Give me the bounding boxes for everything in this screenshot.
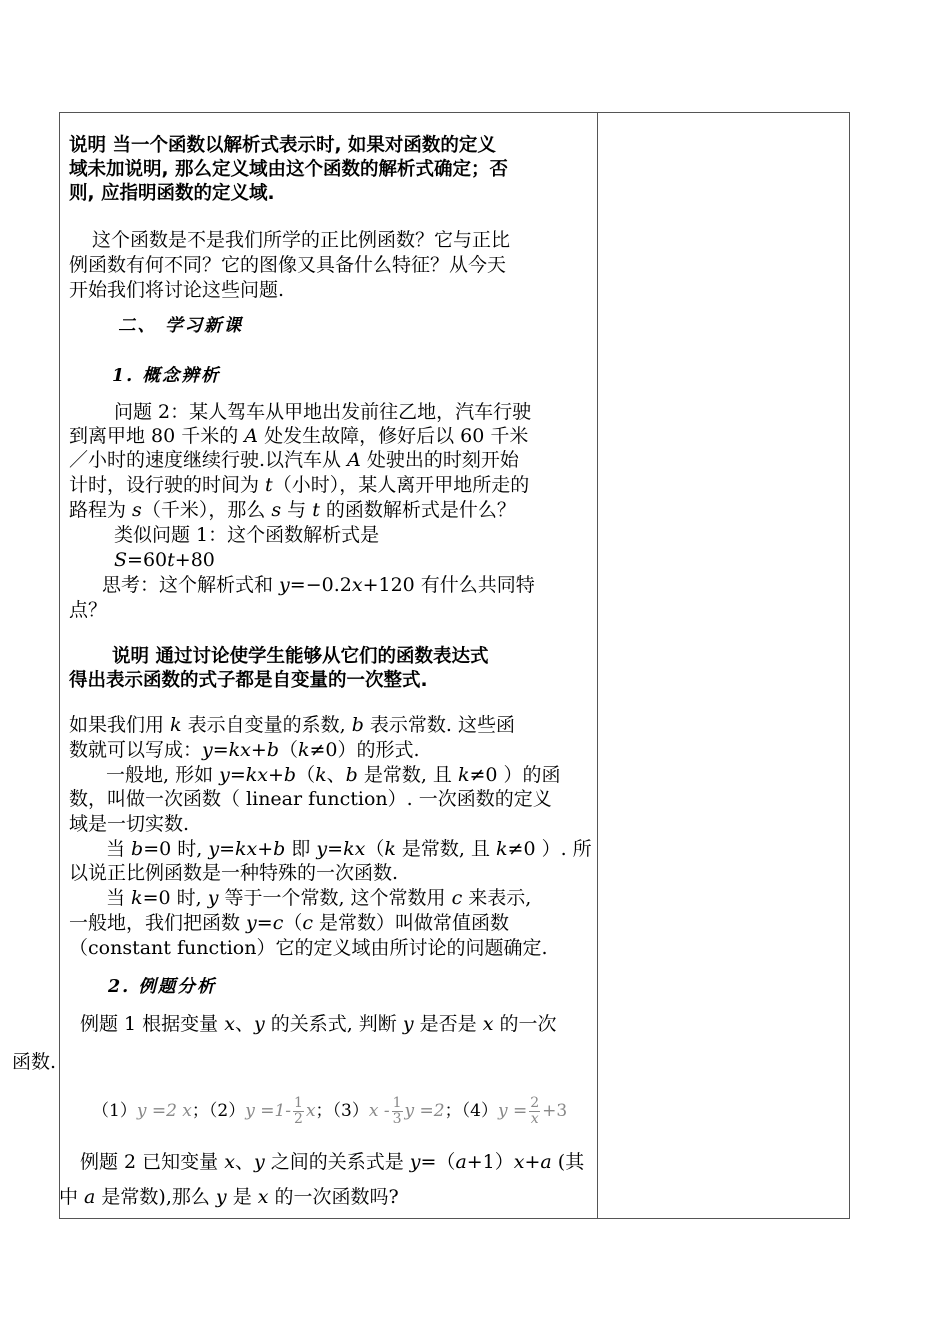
similar-formula: S=60t+80 — [114, 549, 215, 571]
note1-line1: 说明 当一个函数以解析式表示时, 如果对函数的定义 — [69, 135, 496, 156]
intro-line3: 开始我们将讨论这些问题. — [69, 279, 285, 301]
example2-line1: 例题 2 已知变量 x、y 之间的关系式是 y=（a+1）x+a (其 — [80, 1151, 585, 1173]
subheading-concept: 1. 概念辨析 — [112, 366, 221, 386]
general-p2-line1: 一般地, 形如 y=kx+b（k、b 是常数, 且 k≠0 ）的函 — [106, 764, 561, 786]
subheading-examples: 2. 例题分析 — [108, 977, 217, 997]
general-p1-line2: 数就可以写成：y=kx+b（k≠0）的形式. — [69, 739, 420, 761]
general-p4-line3: （constant function）它的定义域由所讨论的问题确定. — [69, 937, 548, 959]
example1-line1: 例题 1 根据变量 x、y 的关系式, 判断 y 是否是 x 的一次 — [80, 1013, 557, 1035]
example1-items: （1）y =2 x；（2）y =1- $\frac{1}{2}$ x；（3）x - $\frac{1}{3}$ y =2；（4）y = $\frac{2}{x}$ +3 — [92, 1095, 568, 1127]
problem2-line2: 到离甲地 80 千米的 A 处发生故障，修好后以 60 千米 — [69, 425, 529, 447]
note1-line2: 域未加说明, 那么定义域由这个函数的解析式确定；否 — [69, 159, 508, 180]
intro-line1: 这个函数是不是我们所学的正比例函数？它与正比 — [92, 229, 511, 251]
fraction-one-third: $\frac{1}{3}$ — [392, 1095, 402, 1127]
think-line1: 思考：这个解析式和 y=−0.2x+120 有什么共同特 — [102, 574, 535, 596]
similar-problem-line: 类似问题 1：这个函数解析式是 — [114, 524, 380, 546]
general-p3-line1: 当 b=0 时, y=kx+b 即 y=kx（k 是常数, 且 k≠0 ）. 所 — [106, 838, 592, 860]
fraction-two-over-x: $\frac{2}{x}$ — [530, 1095, 540, 1127]
section-heading-new-lesson: 二、 学习新课 — [118, 316, 244, 336]
general-p3-line2: 以说正比例函数是一种特殊的一次函数. — [69, 862, 399, 884]
problem2-line1: 问题 2：某人驾车从甲地出发前往乙地，汽车行驶 — [114, 401, 532, 423]
note2-line2: 得出表示函数的式子都是自变量的一次整式. — [69, 670, 428, 691]
general-p4-line1: 当 k=0 时, y 等于一个常数, 这个常数用 c 来表示, — [106, 887, 532, 909]
general-p2-line2: 数，叫做一次函数（ linear function）. 一次函数的定义 — [69, 788, 552, 810]
think-line2: 点？ — [69, 599, 108, 621]
fraction-one-half: $\frac{1}{2}$ — [294, 1095, 303, 1127]
intro-line2: 例函数有何不同？它的图像又具备什么特征？从今天 — [69, 254, 507, 276]
general-p1-line1: 如果我们用 k 表示自变量的系数, b 表示常数. 这些函 — [69, 714, 515, 736]
problem2-line4: 计时，设行驶的时间为 t（小时），某人离开甲地所走的 — [69, 474, 530, 496]
general-p2-line3: 域是一切实数. — [69, 813, 190, 835]
general-p4-line2: 一般地，我们把函数 y=c（c 是常数）叫做常值函数 — [69, 912, 510, 934]
table-column-divider — [597, 112, 598, 1219]
note1-line3: 则, 应指明函数的定义域. — [69, 183, 275, 204]
problem2-line3: ／小时的速度继续行驶.以汽车从 A 处驶出的时刻开始 — [69, 449, 519, 471]
example2-line2: 中 a 是常数),那么 y 是 x 的一次函数吗? — [59, 1186, 399, 1208]
problem2-line5: 路程为 s（千米），那么 s 与 t 的函数解析式是什么？ — [69, 499, 516, 521]
note2-line1: 说明 通过讨论使学生能够从它们的函数表达式 — [112, 646, 489, 667]
example1-line2: 函数. — [12, 1051, 57, 1073]
